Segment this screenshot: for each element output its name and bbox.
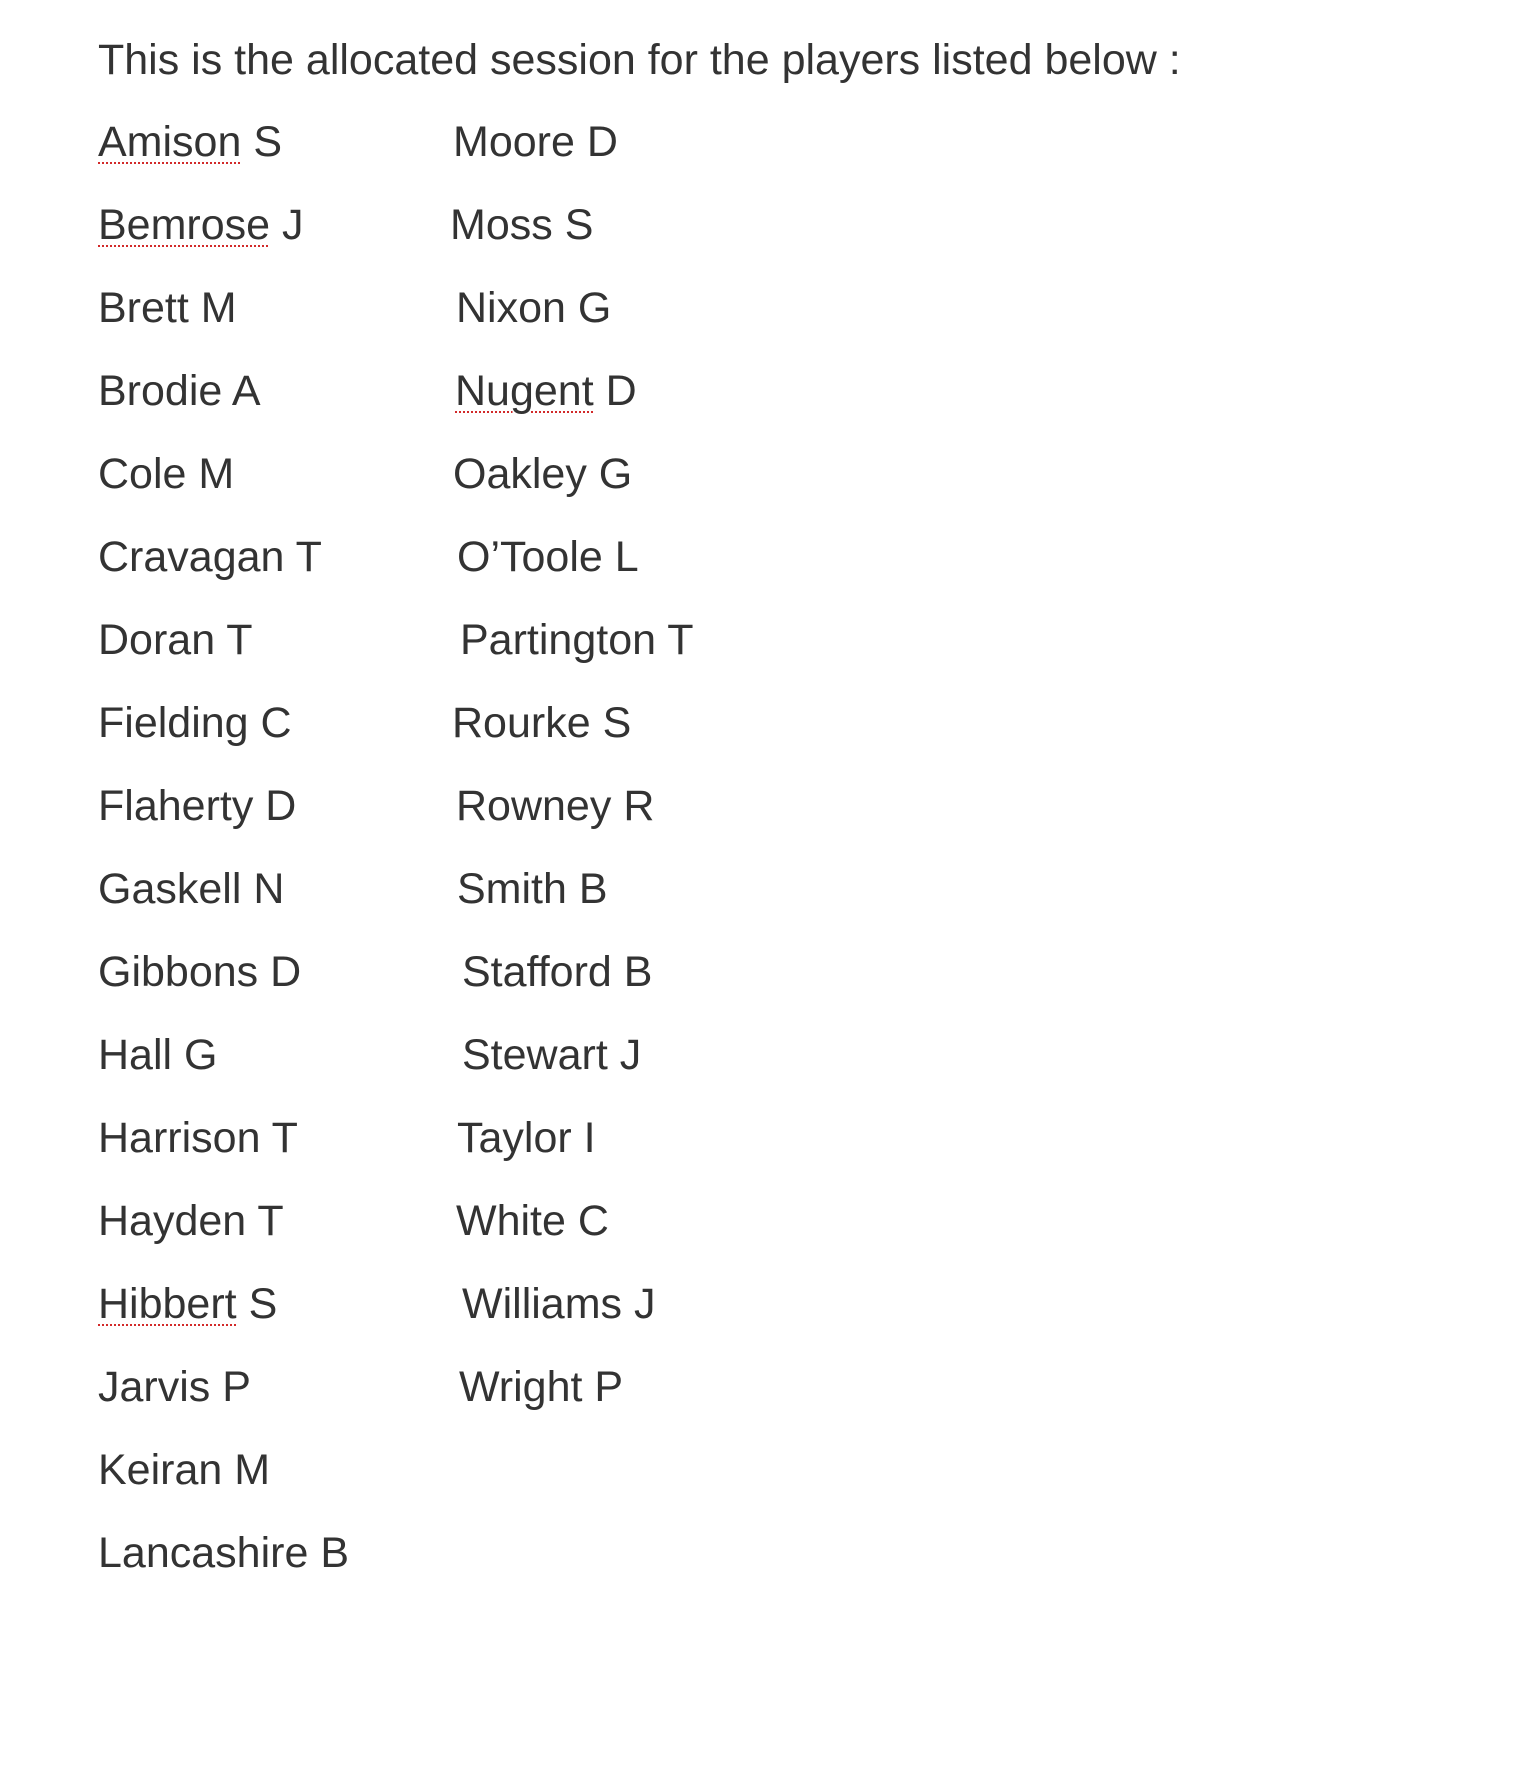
player-surname: Amison [98, 118, 242, 166]
player-initial: J [282, 201, 304, 249]
player-initial: N [253, 865, 285, 913]
player-initial: J [634, 1280, 656, 1328]
player-initial: T [295, 533, 322, 581]
player-initial: S [248, 1280, 278, 1328]
player-name [98, 776, 349, 859]
player-initial: C [260, 699, 292, 747]
player-initial: T [271, 1114, 298, 1162]
player-name [98, 527, 349, 610]
player-initial: D [270, 948, 302, 996]
player-name [98, 1108, 349, 1191]
player-surname: Nixon [456, 284, 566, 332]
player-surname: Hibbert [98, 1280, 237, 1328]
player-surname: Bemrose [98, 201, 271, 249]
player-name [457, 859, 693, 942]
player-name [459, 1357, 693, 1440]
player-name [98, 278, 349, 361]
player-list-right [450, 112, 694, 1440]
player-surname: Taylor [457, 1114, 572, 1162]
player-initial: T [257, 1197, 284, 1245]
player-surname: Keiran [98, 1446, 223, 1494]
player-surname: O’Toole [457, 533, 603, 581]
player-name [453, 112, 693, 195]
player-name [462, 1025, 693, 1108]
player-name [456, 776, 693, 859]
player-name [455, 361, 693, 444]
player-initial: P [594, 1363, 624, 1411]
player-surname: Brett [98, 284, 189, 332]
player-surname: Gaskell [98, 865, 242, 913]
player-name [98, 859, 349, 942]
player-surname: Jarvis [98, 1363, 211, 1411]
player-name [98, 1523, 349, 1606]
player-initial: D [586, 118, 618, 166]
player-name [98, 942, 349, 1025]
player-surname: Wright [459, 1363, 583, 1411]
player-initial: I [583, 1114, 596, 1162]
player-name [460, 610, 693, 693]
player-surname: Nugent [455, 367, 594, 415]
player-surname: Hall [98, 1031, 173, 1079]
player-name [98, 1357, 349, 1440]
player-surname: Partington [460, 616, 657, 664]
player-list-left [98, 112, 349, 1606]
player-initial: B [578, 865, 608, 913]
player-initial: B [320, 1529, 350, 1577]
player-initial: G [577, 284, 612, 332]
player-initial: T [667, 616, 694, 664]
player-name [462, 942, 693, 1025]
player-name [456, 1191, 693, 1274]
player-name [98, 1191, 349, 1274]
player-name [450, 195, 693, 278]
player-name [98, 1274, 349, 1357]
player-surname: Williams [462, 1280, 623, 1328]
player-initial: S [564, 201, 594, 249]
player-initial: G [598, 450, 633, 498]
player-initial: S [602, 699, 632, 747]
player-initial: B [623, 948, 653, 996]
player-initial: C [577, 1197, 609, 1245]
player-name [452, 693, 693, 776]
player-name [456, 278, 693, 361]
player-surname: Lancashire [98, 1529, 309, 1577]
player-surname: Moss [450, 201, 553, 249]
player-name [98, 361, 349, 444]
player-name [98, 1440, 349, 1523]
player-name [457, 1108, 693, 1191]
player-surname: Oakley [453, 450, 587, 498]
player-initial: P [222, 1363, 251, 1411]
player-surname: Harrison [98, 1114, 261, 1162]
player-initial: J [619, 1031, 642, 1079]
player-name [98, 610, 349, 693]
player-surname: Doran [98, 616, 216, 664]
player-surname: White [456, 1197, 566, 1245]
player-name [98, 693, 349, 776]
player-surname: Rourke [452, 699, 591, 747]
player-surname: Fielding [98, 699, 249, 747]
player-surname: Cole [98, 450, 187, 498]
player-surname: Smith [457, 865, 567, 913]
player-surname: Stafford [462, 948, 612, 996]
player-surname: Moore [453, 118, 575, 166]
player-initial: M [200, 284, 237, 332]
player-name [98, 1025, 349, 1108]
player-initial: R [623, 782, 655, 830]
player-name [98, 112, 349, 195]
player-name [457, 527, 693, 610]
player-surname: Hayden [98, 1197, 247, 1245]
player-initial: M [198, 450, 235, 498]
player-initial: D [265, 782, 297, 830]
player-surname: Rowney [456, 782, 612, 830]
player-surname: Gibbons [98, 948, 259, 996]
player-initial: L [614, 533, 639, 581]
player-initial: G [184, 1031, 218, 1079]
player-name [98, 444, 349, 527]
player-name [453, 444, 693, 527]
player-surname: Brodie [98, 367, 223, 415]
player-surname: Stewart [462, 1031, 608, 1079]
player-initial: S [253, 118, 283, 166]
player-surname: Cravagan [98, 533, 285, 581]
player-initial: D [605, 367, 637, 415]
player-name [462, 1274, 693, 1357]
player-surname: Flaherty [98, 782, 254, 830]
player-initial: T [226, 616, 253, 664]
player-name [98, 195, 349, 278]
intro-text: This is the allocated session for the players listed below : [98, 36, 1181, 84]
player-initial: A [231, 367, 261, 415]
player-initial: M [234, 1446, 271, 1494]
